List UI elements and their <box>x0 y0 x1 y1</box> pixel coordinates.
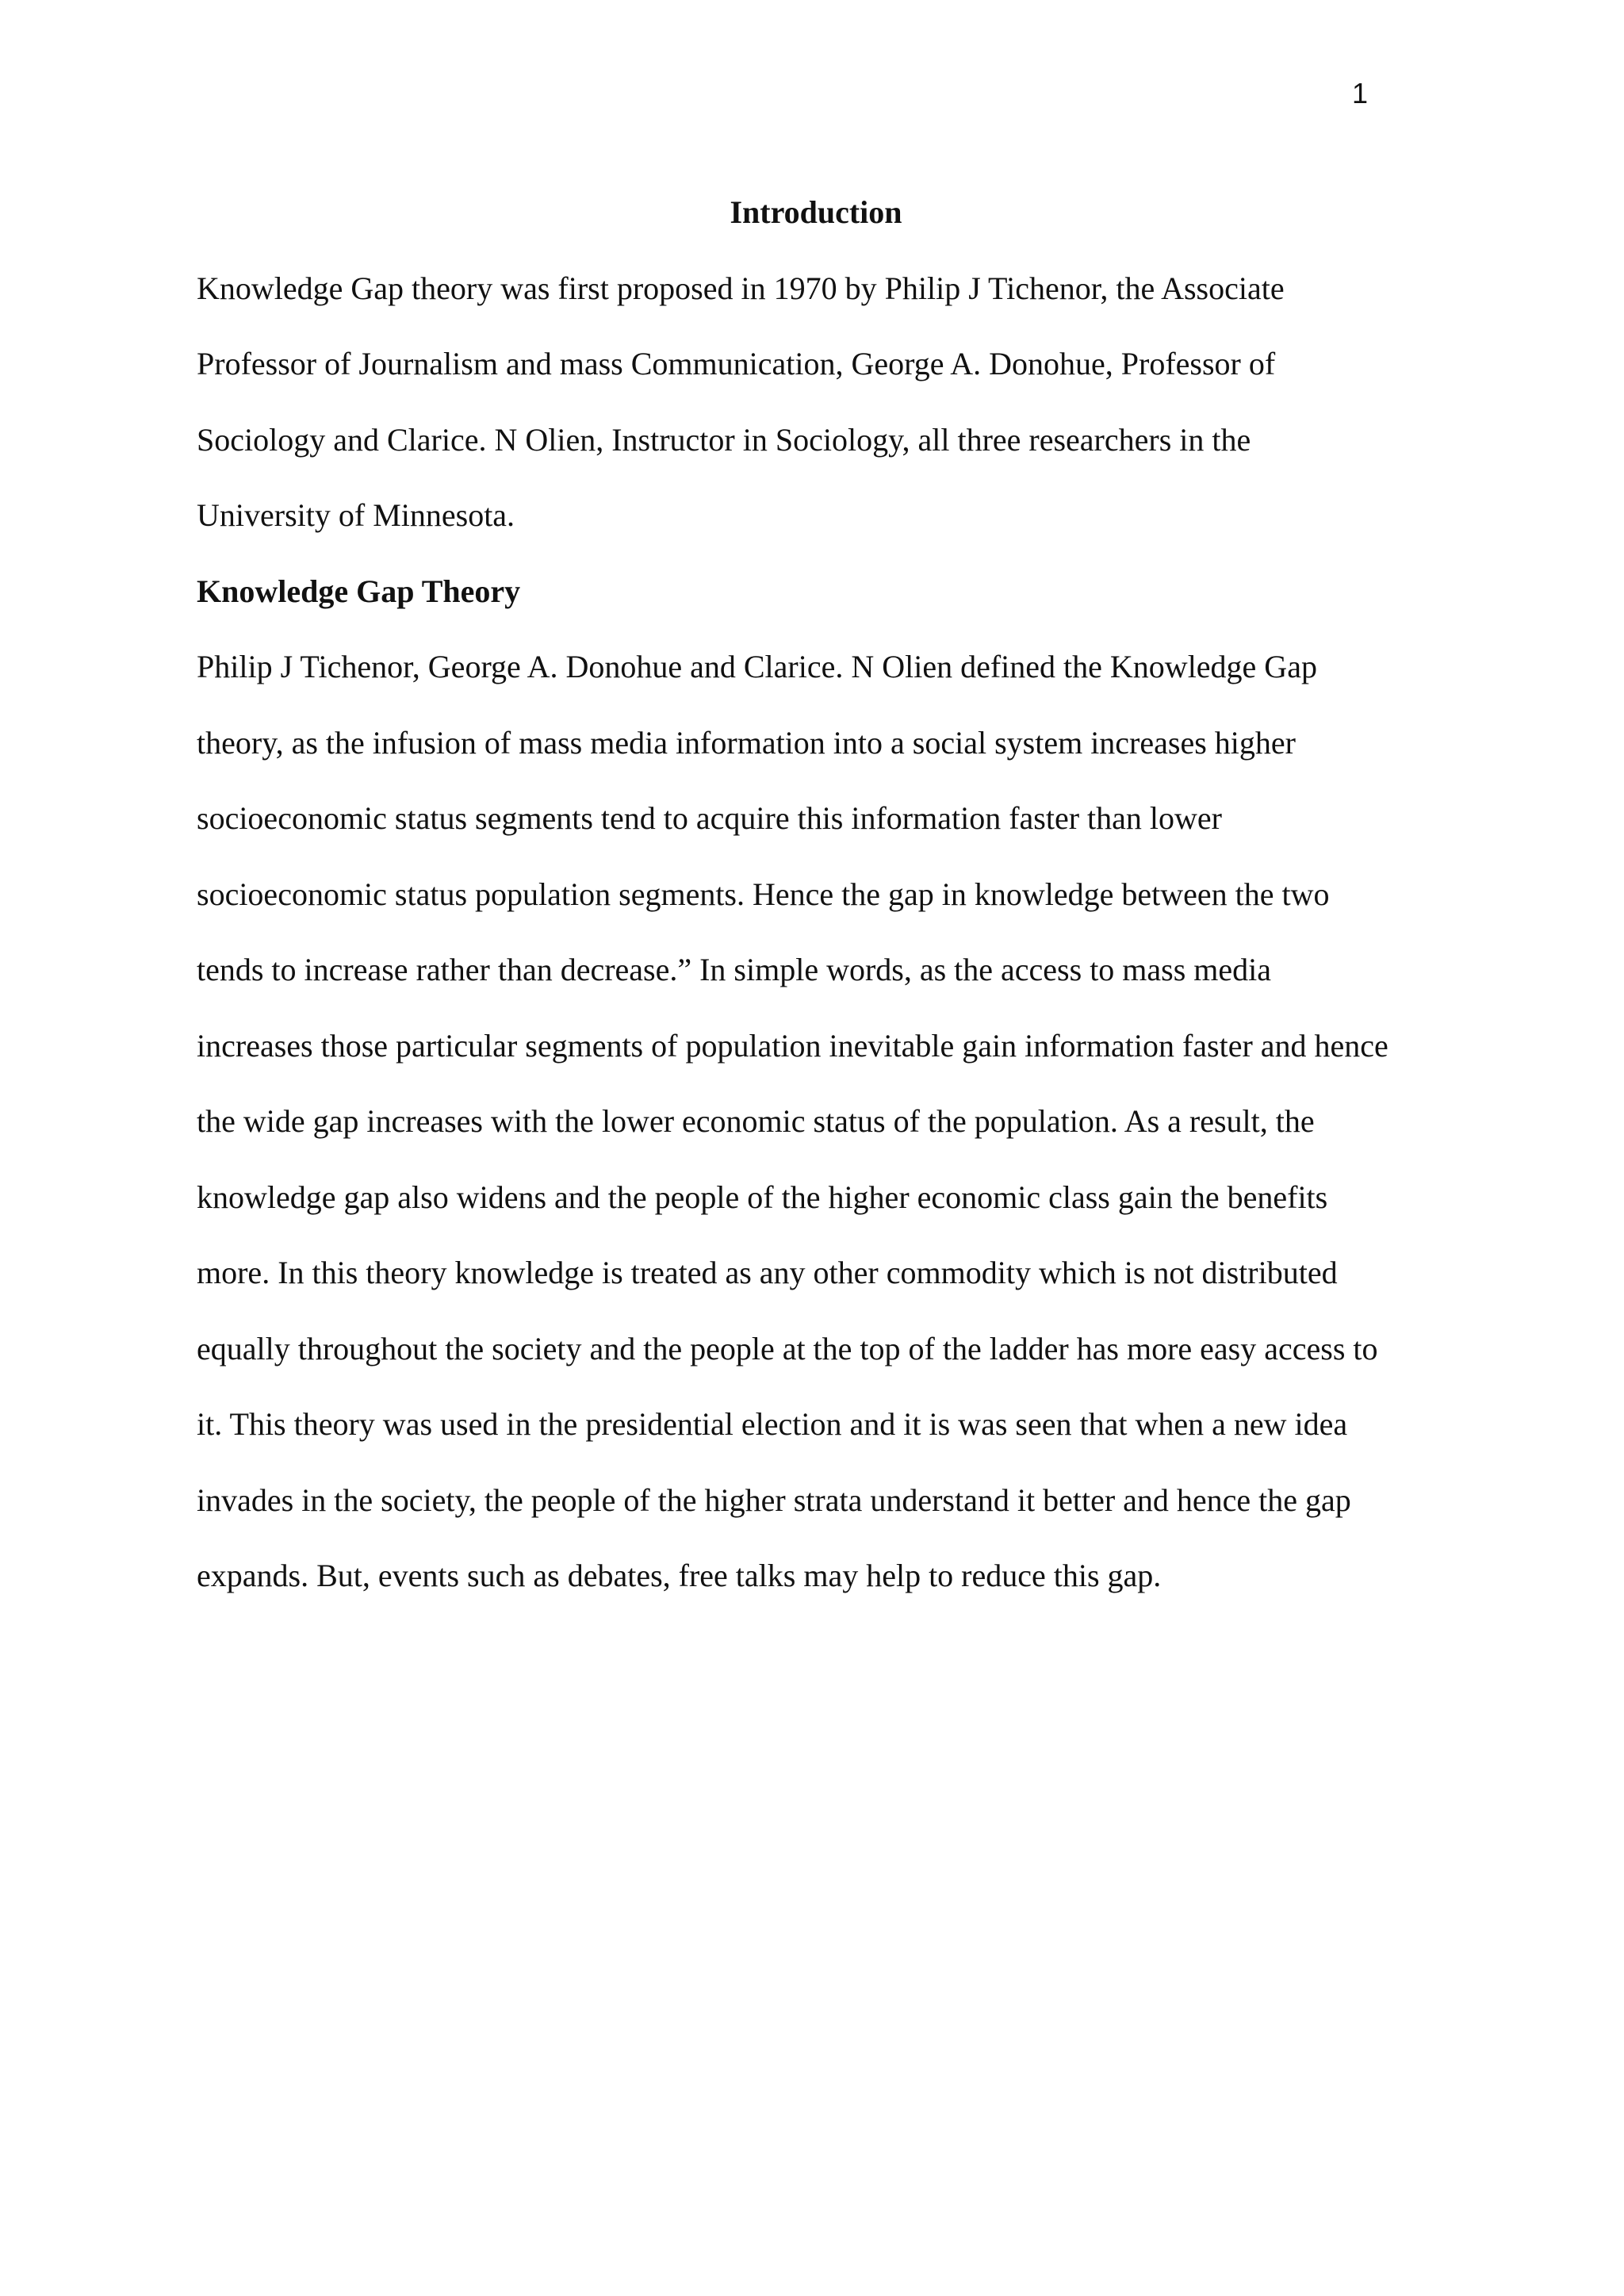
paragraph-line: increases those particular segments of population inevitable gain information faster and hence <box>197 1027 1388 1064</box>
paragraph-line: invades in the society, the people of the higher strata understand it better and hence the gap <box>197 1481 1351 1518</box>
paragraph-line: University of Minnesota. <box>197 497 515 533</box>
paragraph-line: Philip J Tichenor, George A. Donohue and Clarice. N Olien defined the Knowledge Gap <box>197 649 1317 684</box>
document-body <box>197 190 1450 1630</box>
paragraph-line: theory, as the infusion of mass media information into a social system increases higher <box>197 724 1296 761</box>
paragraph-line: more. In this theory knowledge is treated as any other commodity which is not distributed <box>197 1255 1338 1290</box>
knowledge-gap-theory-paragraph <box>197 645 1450 1630</box>
paragraph-line: tends to increase rather than decrease.” In simple words, as the access to mass media <box>197 952 1272 987</box>
paragraph-line: socioeconomic status segments tend to acquire this information faster than lower <box>197 800 1222 836</box>
introduction-heading: Introduction <box>730 194 902 230</box>
paragraph-line: Sociology and Clarice. N Olien, Instructor in Sociology, all three researchers in the <box>197 421 1251 458</box>
paragraph-line: it. This theory was used in the presidential election and it is was seen that when a new idea <box>197 1406 1348 1442</box>
paragraph-line: knowledge gap also widens and the people of the higher economic class gain the benefits <box>197 1179 1328 1215</box>
introduction-paragraph <box>197 266 1450 569</box>
page-number: 1 <box>1352 77 1369 109</box>
paragraph-line: Knowledge Gap theory was first proposed in 1970 by Philip J Tichenor, the Associate <box>197 270 1285 306</box>
paragraph-line: the wide gap increases with the lower economic status of the population. As a result, the <box>197 1103 1315 1139</box>
paragraph-line: equally throughout the society and the people at the top of the ladder has more easy access to <box>197 1330 1378 1366</box>
paragraph-line: expands. But, events such as debates, free talks may help to reduce this gap. <box>197 1558 1162 1593</box>
knowledge-gap-theory-heading: Knowledge Gap Theory <box>197 573 521 609</box>
paragraph-line: Professor of Journalism and mass Communication, George A. Donohue, Professor of <box>197 346 1276 381</box>
paragraph-line: socioeconomic status population segments. Hence the gap in knowledge between the two <box>197 876 1330 912</box>
